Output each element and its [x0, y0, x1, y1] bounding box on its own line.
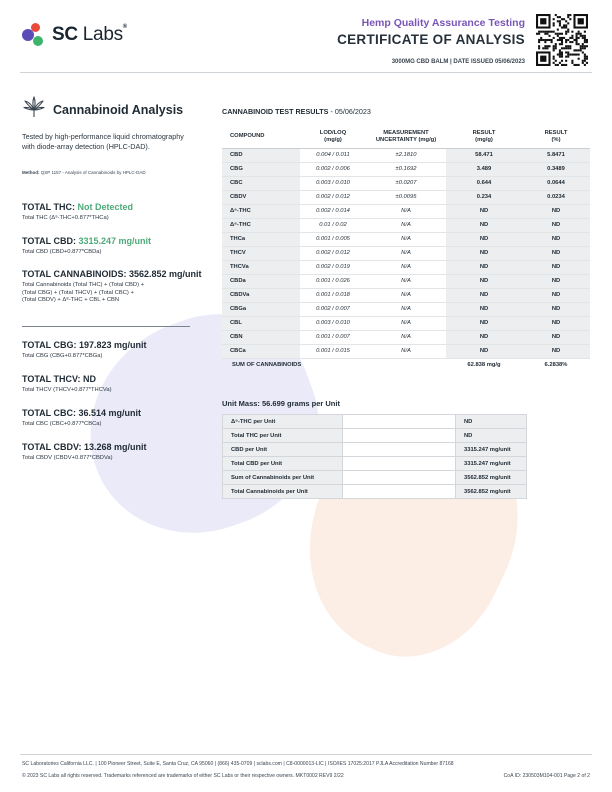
uncertainty-cell: ±0.0095: [366, 190, 446, 204]
header-title: CERTIFICATE OF ANALYSIS: [337, 32, 525, 47]
uncertainty-cell: ±0.0207: [366, 176, 446, 190]
table-row: [223, 415, 527, 429]
per-unit-spacer: [343, 471, 456, 485]
per-unit-label: Total Cannabinoids per Unit: [223, 485, 343, 499]
compound-cell: CBCa: [222, 344, 300, 358]
table-row: [223, 457, 527, 471]
compound-cell: CBC: [222, 176, 300, 190]
lod-loq-cell: 0.002 / 0.007: [300, 302, 366, 316]
total-thcv: TOTAL THCV: ND Total THCV (THCV+0.877*THCVa): [22, 374, 112, 393]
table-row: [222, 316, 590, 330]
lod-loq-cell: 0.001 / 0.026: [300, 274, 366, 288]
sum-label: SUM OF CANNABINOIDS: [222, 358, 446, 372]
header-result-pct: RESULT (%): [522, 126, 590, 148]
table-row: [222, 218, 590, 232]
per-unit-spacer: [343, 429, 456, 443]
total-cannabinoids: TOTAL CANNABINOIDS: 3562.852 mg/unit Total Cannabinoids (Total THC) + (Total CBD) + (Total CBG) + (Total THCV) + (Total CBC) + (Total CBDV) + Δ⁸-THC + CBL + CBN: [22, 269, 202, 303]
table-row: [223, 429, 527, 443]
result-pct-cell: 0.0644: [522, 176, 590, 190]
compound-cell: THCV: [222, 246, 300, 260]
uncertainty-cell: ±0.1692: [366, 162, 446, 176]
result-mg-cell: ND: [446, 274, 522, 288]
table-row: [222, 288, 590, 302]
table-row: [222, 232, 590, 246]
per-unit-value: ND: [456, 415, 527, 429]
result-pct-cell: ND: [522, 232, 590, 246]
footer-coa-id: CoA ID: 230503M104-001 Page 2 of 2: [503, 773, 590, 779]
per-unit-value: 3562.852 mg/unit: [456, 485, 527, 499]
uncertainty-cell: N/A: [366, 218, 446, 232]
result-pct-cell: ND: [522, 246, 590, 260]
sum-result-pct: 6.2838%: [522, 358, 590, 372]
brand-name: SC Labs®: [52, 24, 127, 45]
table-row: [222, 302, 590, 316]
sc-labs-logo-icon: [20, 22, 46, 48]
lod-loq-cell: 0.002 / 0.019: [300, 260, 366, 274]
table-row: [223, 471, 527, 485]
table-row: [223, 485, 527, 499]
table-row: [222, 176, 590, 190]
result-pct-cell: ND: [522, 330, 590, 344]
total-cbc: TOTAL CBC: 36.514 mg/unit Total CBC (CBC+0.877*CBCa): [22, 408, 142, 427]
result-pct-cell: 0.3489: [522, 162, 590, 176]
unit-mass-title: Unit Mass: 56.699 grams per Unit: [222, 399, 340, 408]
compound-cell: CBG: [222, 162, 300, 176]
result-pct-cell: ND: [522, 302, 590, 316]
result-mg-cell: ND: [446, 246, 522, 260]
section-title: Cannabinoid Analysis: [53, 103, 184, 117]
per-unit-spacer: [343, 485, 456, 499]
header-meta: 3000MG CBD BALM | DATE ISSUED 05/06/2023: [391, 59, 525, 65]
result-mg-cell: 3.489: [446, 162, 522, 176]
compound-cell: CBGa: [222, 302, 300, 316]
per-unit-spacer: [343, 415, 456, 429]
result-pct-cell: ND: [522, 274, 590, 288]
compound-cell: Δ⁸-THC: [222, 218, 300, 232]
table-row: [222, 190, 590, 204]
table-row: [222, 204, 590, 218]
cannabis-leaf-icon: [22, 95, 46, 119]
uncertainty-cell: N/A: [366, 204, 446, 218]
lod-loq-cell: 0.002 / 0.006: [300, 162, 366, 176]
per-unit-label: Δ⁹-THC per Unit: [223, 415, 343, 429]
per-unit-label: Total THC per Unit: [223, 429, 343, 443]
uncertainty-cell: N/A: [366, 302, 446, 316]
results-title: CANNABINOID TEST RESULTS - 05/06/2023: [222, 107, 371, 116]
result-mg-cell: ND: [446, 288, 522, 302]
lod-loq-cell: 0.003 / 0.010: [300, 176, 366, 190]
result-mg-cell: 0.644: [446, 176, 522, 190]
compound-cell: CBL: [222, 316, 300, 330]
per-unit-label: CBD per Unit: [223, 443, 343, 457]
table-header-row: [222, 126, 590, 148]
footer-copyright: © 2023 SC Labs all rights reserved. Trademarks referenced are trademarks of either SC Labs or their respective owners. MKT0002 REV9 2/22: [22, 773, 344, 779]
header-compound: COMPOUND: [222, 126, 300, 148]
result-mg-cell: ND: [446, 232, 522, 246]
uncertainty-cell: N/A: [366, 316, 446, 330]
lod-loq-cell: 0.001 / 0.007: [300, 330, 366, 344]
header-uncertainty: MEASUREMENT UNCERTAINTY (mg/g): [366, 126, 446, 148]
per-unit-label: Sum of Cannabinoids per Unit: [223, 471, 343, 485]
table-row: [222, 260, 590, 274]
table-row: [222, 246, 590, 260]
table-row: [222, 330, 590, 344]
uncertainty-cell: N/A: [366, 288, 446, 302]
lod-loq-cell: 0.002 / 0.014: [300, 204, 366, 218]
per-unit-value: 3315.247 mg/unit: [456, 457, 527, 471]
result-pct-cell: ND: [522, 344, 590, 358]
compound-cell: CBDa: [222, 274, 300, 288]
uncertainty-cell: N/A: [366, 344, 446, 358]
lod-loq-cell: 0.003 / 0.010: [300, 316, 366, 330]
lod-loq-cell: 0.001 / 0.015: [300, 344, 366, 358]
per-unit-value: 3562.852 mg/unit: [456, 471, 527, 485]
table-row: [222, 148, 590, 162]
total-cbdv: TOTAL CBDV: 13.268 mg/unit Total CBDV (CBDV+0.877*CBDVa): [22, 442, 147, 461]
table-row: [222, 344, 590, 358]
per-unit-table: [222, 414, 527, 499]
sum-row: [222, 358, 590, 372]
total-cbd: TOTAL CBD: 3315.247 mg/unit Total CBD (CBD+0.877*CBDa): [22, 236, 152, 255]
header-result-mg: RESULT (mg/g): [446, 126, 522, 148]
compound-cell: CBDVa: [222, 288, 300, 302]
result-mg-cell: ND: [446, 218, 522, 232]
per-unit-spacer: [343, 443, 456, 457]
table-row: [222, 274, 590, 288]
result-mg-cell: ND: [446, 344, 522, 358]
compound-cell: THCa: [222, 232, 300, 246]
sum-result-mg: 62.838 mg/g: [446, 358, 522, 372]
result-pct-cell: ND: [522, 316, 590, 330]
result-pct-cell: 5.8471: [522, 148, 590, 162]
result-mg-cell: 58.471: [446, 148, 522, 162]
compound-cell: Δ⁹-THC: [222, 204, 300, 218]
uncertainty-cell: N/A: [366, 330, 446, 344]
compound-cell: CBDV: [222, 190, 300, 204]
qr-code-icon: [536, 14, 588, 66]
footer-divider: [20, 754, 592, 755]
result-pct-cell: ND: [522, 288, 590, 302]
table-row: [222, 162, 590, 176]
uncertainty-cell: N/A: [366, 246, 446, 260]
footer-address: SC Laboratories California LLC. | 100 Pioneer Street, Suite E, Santa Cruz, CA 95060 | (866) 435-0709 | sclabs.com | C8-0000013-LIC | ISO/IES 17025:2017 PJLA Accreditation Number 87168: [22, 761, 454, 767]
result-mg-cell: 0.234: [446, 190, 522, 204]
header-divider: [20, 72, 592, 73]
lod-loq-cell: 0.01 / 0.02: [300, 218, 366, 232]
lod-loq-cell: 0.001 / 0.018: [300, 288, 366, 302]
lod-loq-cell: 0.004 / 0.011: [300, 148, 366, 162]
compound-cell: THCVa: [222, 260, 300, 274]
header-subtitle: Hemp Quality Assurance Testing: [361, 17, 525, 29]
per-unit-value: ND: [456, 429, 527, 443]
compound-cell: CBN: [222, 330, 300, 344]
per-unit-value: 3315.247 mg/unit: [456, 443, 527, 457]
lod-loq-cell: 0.002 / 0.012: [300, 246, 366, 260]
result-mg-cell: ND: [446, 316, 522, 330]
sc-labs-logo: [20, 22, 127, 48]
uncertainty-cell: ±2.1810: [366, 148, 446, 162]
total-thc: TOTAL THC: Not Detected Total THC (Δ⁹-THC+0.877*THCa): [22, 202, 134, 221]
result-mg-cell: ND: [446, 260, 522, 274]
result-pct-cell: ND: [522, 218, 590, 232]
result-mg-cell: ND: [446, 204, 522, 218]
result-mg-cell: ND: [446, 302, 522, 316]
result-pct-cell: ND: [522, 204, 590, 218]
lod-loq-cell: 0.001 / 0.005: [300, 232, 366, 246]
per-unit-spacer: [343, 457, 456, 471]
header-lod-loq: LOD/LOQ (mg/g): [300, 126, 366, 148]
cannabinoid-results-table: [222, 126, 590, 372]
result-pct-cell: ND: [522, 260, 590, 274]
table-row: [223, 443, 527, 457]
lod-loq-cell: 0.002 / 0.012: [300, 190, 366, 204]
uncertainty-cell: N/A: [366, 260, 446, 274]
result-mg-cell: ND: [446, 330, 522, 344]
method-reference: Method: QSP 1157 - Analysis of Cannabinoids by HPLC-DAD: [22, 170, 146, 175]
uncertainty-cell: N/A: [366, 232, 446, 246]
compound-cell: CBD: [222, 148, 300, 162]
total-cbg: TOTAL CBG: 197.823 mg/unit Total CBG (CBG+0.877*CBGa): [22, 340, 147, 359]
method-description: Tested by high-performance liquid chromatography with diode-array detection (HPLC-DAD).: [22, 132, 184, 151]
per-unit-label: Total CBD per Unit: [223, 457, 343, 471]
uncertainty-cell: N/A: [366, 274, 446, 288]
result-pct-cell: 0.0234: [522, 190, 590, 204]
left-divider: [22, 326, 190, 327]
